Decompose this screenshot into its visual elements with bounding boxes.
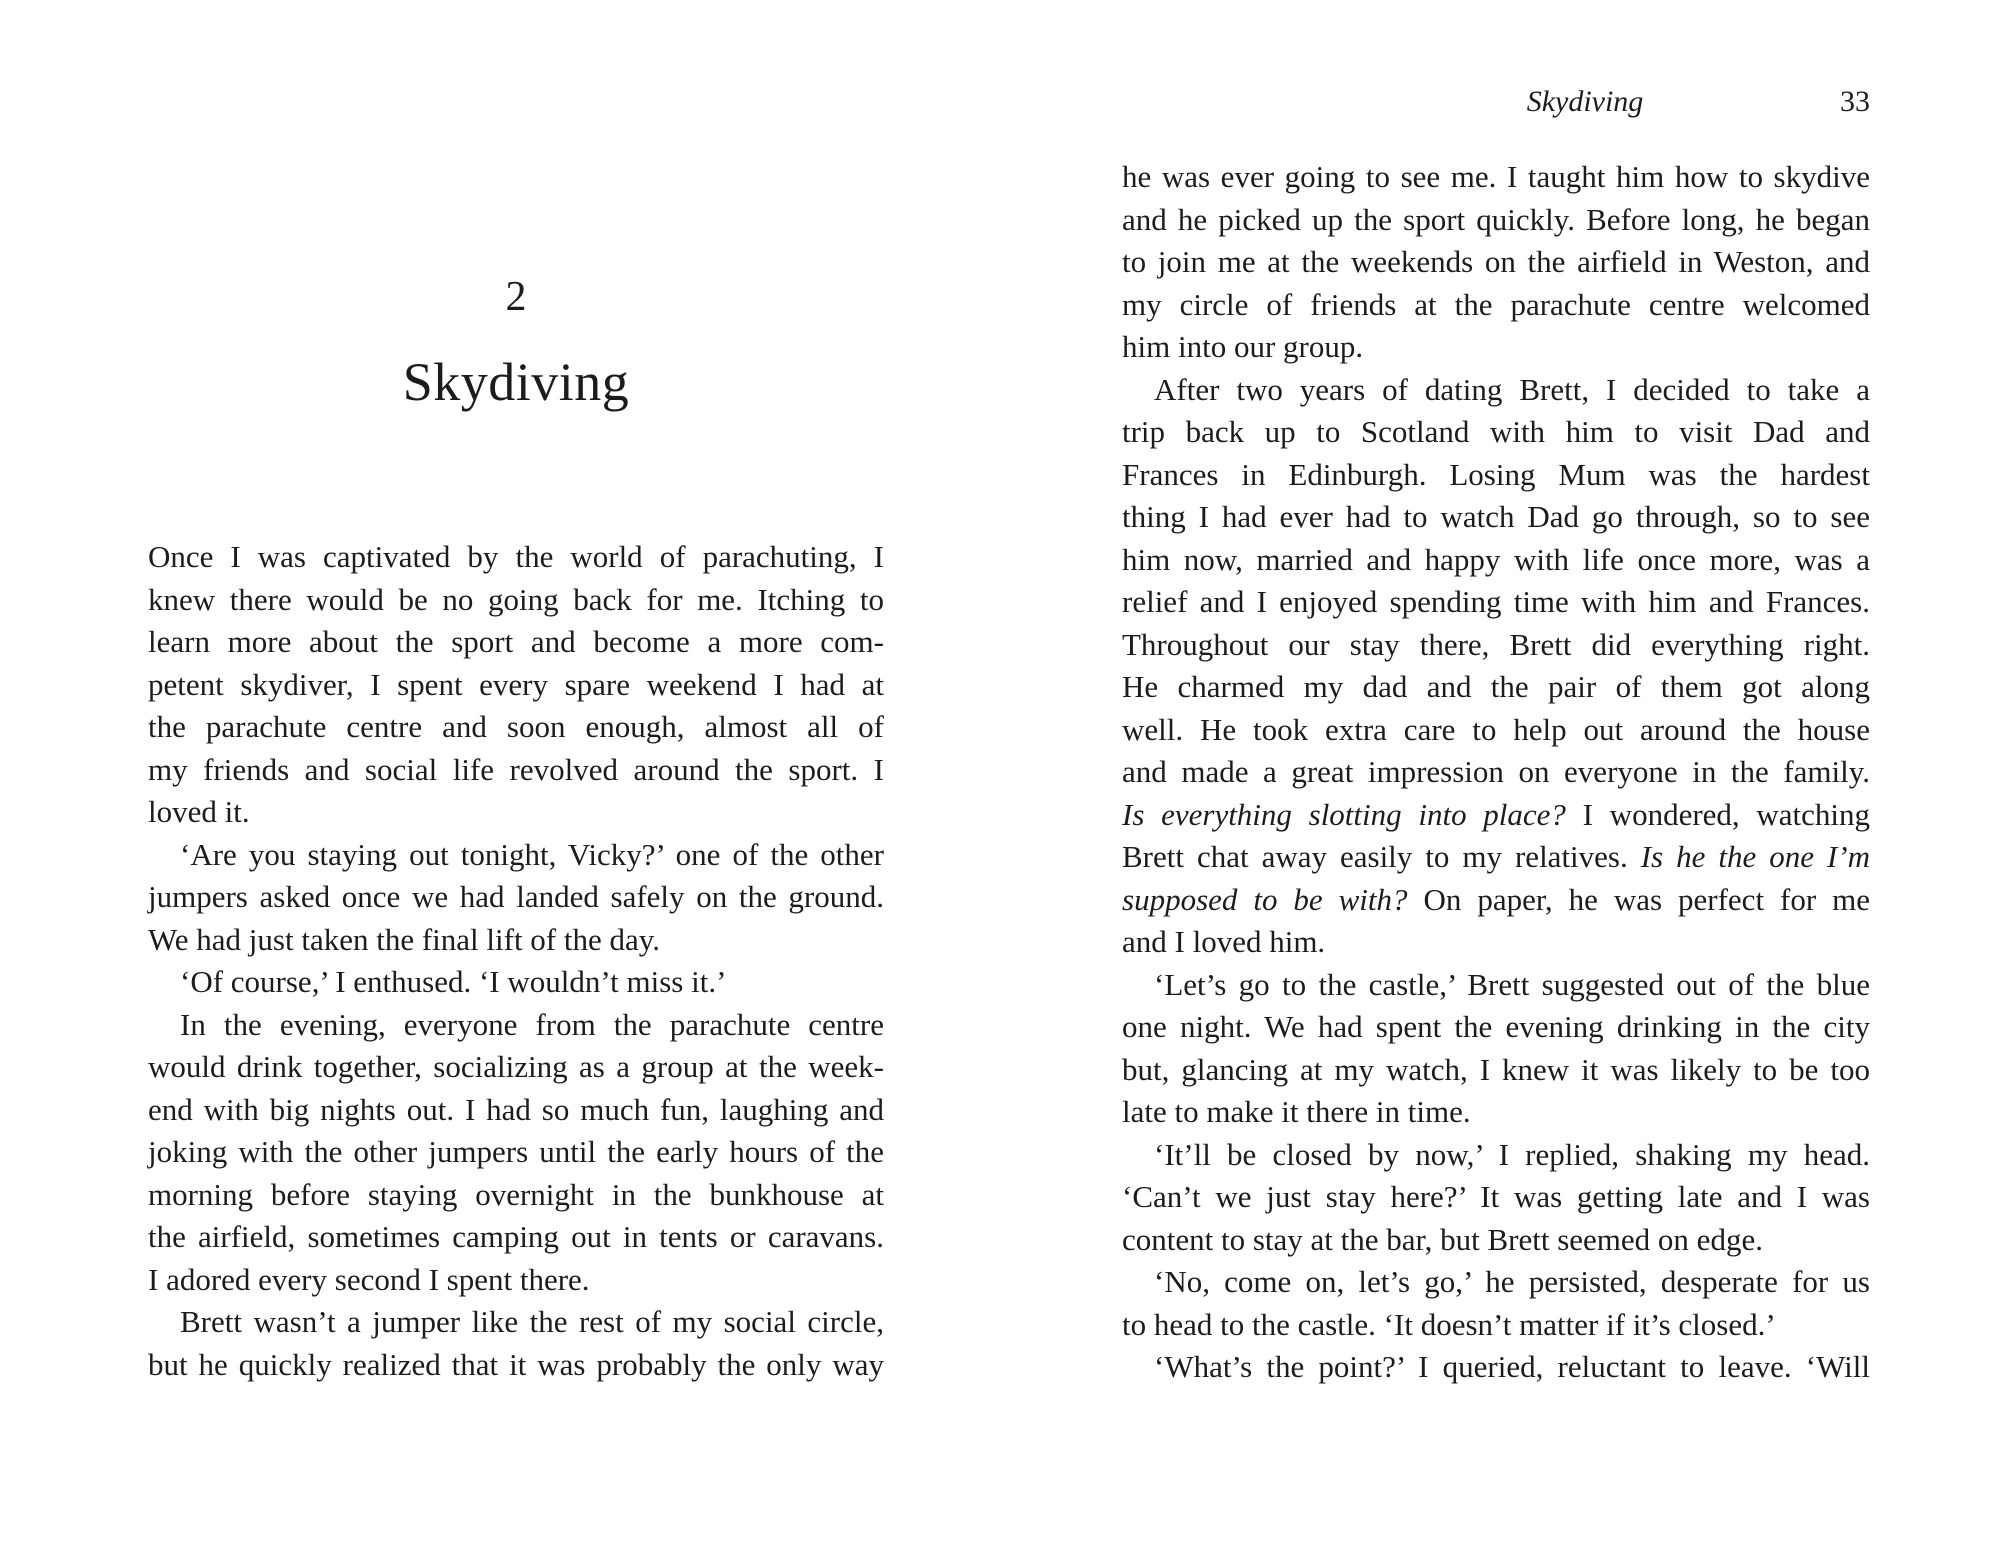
text-line: jumpers asked once we had landed safely on the ground. bbox=[148, 879, 884, 914]
text-line bbox=[1122, 241, 1870, 284]
text-line bbox=[1122, 156, 1870, 199]
text-line: joking with the other jumpers until the early hours of the bbox=[148, 1134, 884, 1169]
text-line bbox=[1122, 1261, 1870, 1304]
text-run: and he picked up the sport quickly. Before long, he began bbox=[1122, 201, 1870, 237]
text-run: one night. We had spent the evening drinking in the city bbox=[1122, 1009, 1870, 1044]
text-run: and made a great impression on everyone in the family. bbox=[1122, 754, 1870, 789]
text-line bbox=[1122, 836, 1870, 879]
text-line: Once I was captivated by the world of parachuting, I bbox=[148, 539, 884, 574]
text-line bbox=[1122, 454, 1870, 497]
text-line: the parachute centre and soon enough, almost all of bbox=[148, 709, 884, 744]
text-run: thing I had ever had to watch Dad go through, so to see bbox=[1122, 499, 1870, 534]
text-run: After two years of dating Brett, I decided to take a bbox=[1154, 371, 1870, 407]
text-run: I wondered, watching bbox=[1565, 796, 1871, 832]
text-run: to head to the castle. ‘It doesn’t matter if it’s closed.’ bbox=[1122, 1306, 1776, 1342]
text-line bbox=[1122, 751, 1870, 794]
left-page-body-text bbox=[148, 536, 884, 1386]
text-line bbox=[1122, 794, 1870, 837]
text-line bbox=[1122, 326, 1870, 369]
text-line bbox=[1122, 496, 1870, 539]
text-line bbox=[1122, 1219, 1870, 1262]
text-line bbox=[1122, 539, 1870, 582]
text-line: Brett wasn’t a jumper like the rest of my social circle, bbox=[180, 1304, 884, 1339]
italic-text: Is everything slotting into place? bbox=[1122, 796, 1566, 832]
text-run: Frances in Edinburgh. Losing Mum was the hardest bbox=[1122, 456, 1870, 492]
text-run: ‘No, come on, let’s go,’ he persisted, desperate for us bbox=[1154, 1264, 1870, 1299]
right-page bbox=[1000, 0, 2000, 1560]
text-line: ‘Are you staying out tonight, Vicky?’ one of the other bbox=[180, 836, 884, 872]
text-line bbox=[1122, 1304, 1870, 1347]
text-run: well. He took extra care to help out around the house bbox=[1122, 711, 1870, 747]
text-line bbox=[1122, 284, 1870, 327]
text-line: learn more about the sport and become a more com- bbox=[148, 624, 884, 659]
text-run: ‘What’s the point?’ I queried, reluctant to leave. ‘Will bbox=[1154, 1349, 1870, 1384]
text-run: ‘Let’s go to the castle,’ Brett suggested out of the blue bbox=[1154, 966, 1870, 1002]
text-line bbox=[1122, 1006, 1870, 1049]
text-line bbox=[1122, 1091, 1870, 1134]
text-run: to join me at the weekends on the airfield in Weston, and bbox=[1122, 244, 1870, 279]
chapter-title: Skydiving bbox=[402, 352, 630, 412]
text-line bbox=[1122, 411, 1870, 454]
text-run: and I loved him. bbox=[1122, 924, 1326, 959]
text-run: but, glancing at my watch, I knew it was likely to be too bbox=[1122, 1051, 1870, 1087]
text-line bbox=[1122, 369, 1870, 412]
text-line bbox=[1122, 666, 1870, 709]
page-number: 33 bbox=[1840, 85, 1870, 118]
text-run: him into our group. bbox=[1122, 329, 1364, 364]
text-line bbox=[1122, 964, 1870, 1007]
text-run: he was ever going to see me. I taught him how to skydive bbox=[1122, 159, 1870, 194]
text-line bbox=[1122, 921, 1870, 964]
text-line bbox=[1122, 199, 1870, 242]
text-run: content to stay at the bar, but Brett seemed on edge. bbox=[1122, 1221, 1763, 1257]
italic-text: supposed to be with? bbox=[1122, 881, 1408, 917]
text-run: Brett chat away easily to my relatives. bbox=[1122, 839, 1641, 874]
text-line: my friends and social life revolved around the sport. I bbox=[148, 751, 884, 787]
text-line: We had just taken the final lift of the day. bbox=[148, 921, 660, 957]
text-run: him now, married and happy with life once more, was a bbox=[1122, 541, 1870, 577]
text-line bbox=[1122, 879, 1870, 922]
text-line bbox=[1122, 709, 1870, 752]
text-line bbox=[1122, 1049, 1870, 1092]
text-line: knew there would be no going back for me. Itching to bbox=[148, 581, 884, 617]
text-line bbox=[1122, 581, 1870, 624]
text-run: On paper, he was perfect for me bbox=[1407, 881, 1870, 917]
text-line bbox=[1122, 1176, 1870, 1219]
text-line bbox=[1122, 1134, 1870, 1177]
text-line: the airfield, sometimes camping out in tents or caravans. bbox=[148, 1219, 884, 1254]
text-line: but he quickly realized that it was probably the only way bbox=[148, 1346, 884, 1382]
text-line: loved it. bbox=[148, 794, 250, 829]
italic-text: Is he the one I’m bbox=[1640, 839, 1871, 874]
running-head: Skydiving bbox=[1526, 85, 1644, 118]
text-line: would drink together, socializing as a group at the week- bbox=[148, 1049, 884, 1084]
text-run: my circle of friends at the parachute centre welcomed bbox=[1122, 286, 1870, 322]
text-line: petent skydiver, I spent every spare weekend I had at bbox=[148, 666, 884, 702]
text-line bbox=[1122, 624, 1870, 667]
text-line: I adored every second I spent there. bbox=[148, 1261, 590, 1297]
right-page-body-text bbox=[1122, 156, 1870, 1389]
text-run: trip back up to Scotland with him to visit Dad and bbox=[1122, 414, 1870, 449]
text-run: late to make it there in time. bbox=[1122, 1094, 1471, 1129]
text-run: ‘Can’t we just stay here?’ It was getting late and I was bbox=[1122, 1179, 1870, 1214]
text-line: end with big nights out. I had so much fun, laughing and bbox=[148, 1091, 884, 1127]
text-line: In the evening, everyone from the parachute centre bbox=[180, 1006, 884, 1042]
text-run: He charmed my dad and the pair of them got along bbox=[1122, 669, 1870, 704]
text-run: ‘It’ll be closed by now,’ I replied, shaking my head. bbox=[1154, 1136, 1870, 1172]
text-line: ‘Of course,’ I enthused. ‘I wouldn’t miss it.’ bbox=[180, 964, 727, 999]
text-run: Throughout our stay there, Brett did everything right. bbox=[1122, 626, 1870, 662]
text-run: relief and I enjoyed spending time with him and Frances. bbox=[1122, 584, 1870, 619]
text-line bbox=[1122, 1346, 1870, 1389]
text-line: morning before staying overnight in the bunkhouse at bbox=[148, 1176, 884, 1212]
chapter-number: 2 bbox=[505, 274, 527, 320]
